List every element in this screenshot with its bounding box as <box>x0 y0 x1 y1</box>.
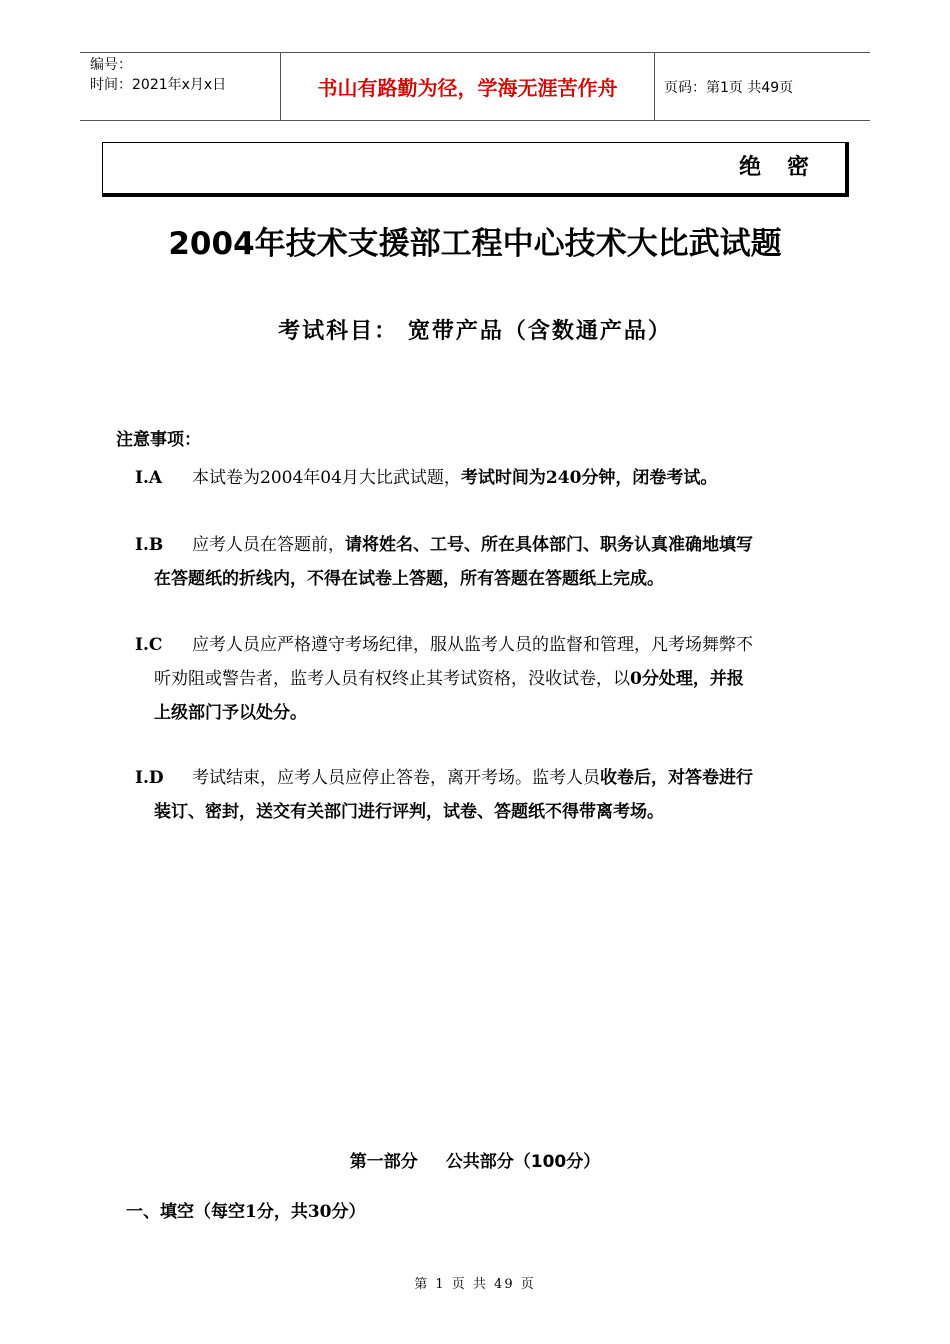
classification-label: 绝密 <box>738 155 835 180</box>
item-text-continued: 上级部门予以处分。 <box>154 703 307 723</box>
document-number-label: 编号： <box>90 57 132 73</box>
item-number: I.D <box>135 768 164 788</box>
exam-title: 2004年技术支援部工程中心技术大比武试题 <box>168 226 782 262</box>
notice-heading: 注意事项： <box>116 430 201 450</box>
document-time-label: 时间：2021年x月x日 <box>90 77 227 93</box>
header-divider <box>654 53 655 120</box>
notice-item-b <box>135 528 835 596</box>
item-text: 应考人员在答题前， <box>192 535 345 555</box>
page-footer: 第 1 页 共 49 页 <box>414 1277 536 1292</box>
item-text-bold: 收卷后，对答卷进行 <box>600 768 753 788</box>
exam-subject: 考试科目： 宽带产品（含数通产品） <box>278 318 672 344</box>
item-text-bold: 考试时间为240分钟，闭卷考试。 <box>460 468 718 488</box>
item-text: 应考人员应严格遵守考场纪律，服从监考人员的监督和管理，凡考场舞弊不 <box>192 635 753 655</box>
notice-item-a <box>135 461 835 495</box>
part-label: 第一部分 <box>349 1152 418 1172</box>
item-number: I.A <box>135 468 163 488</box>
item-text: 听劝阻或警告者，监考人员有权终止其考试资格，没收试卷，以 <box>154 669 630 689</box>
classification-box <box>102 142 849 197</box>
page-header <box>80 52 870 121</box>
notice-item-d <box>135 761 835 829</box>
item-text: 考试结束，应考人员应停止答卷，离开考场。监考人员 <box>192 768 600 788</box>
header-page-info: 页码：第1页 共49页 <box>664 79 794 96</box>
item-number: I.B <box>135 535 164 555</box>
header-meta <box>90 55 280 95</box>
notice-item-c <box>135 628 835 730</box>
item-text-continued: 在答题纸的折线内，不得在试卷上答题，所有答题在答题纸上完成。 <box>154 569 664 589</box>
item-text-continued <box>135 662 835 696</box>
item-text-continued: 装订、密封，送交有关部门进行评判，试卷、答题纸不得带离考场。 <box>154 802 664 822</box>
item-number: I.C <box>135 635 163 655</box>
item-text-bold: 请将姓名、工号、所在具体部门、职务认真准确地填写 <box>345 535 753 555</box>
part-name: 公共部分（100分） <box>445 1152 601 1172</box>
section-heading: 一、填空（每空1分，共30分） <box>126 1202 366 1222</box>
part-heading <box>0 1147 950 1172</box>
item-text: 本试卷为2004年04月大比武试题， <box>192 468 461 488</box>
header-motto: 书山有路勤为径，学海无涯苦作舟 <box>317 76 618 100</box>
item-text-bold: 0分处理，并报 <box>630 669 744 689</box>
